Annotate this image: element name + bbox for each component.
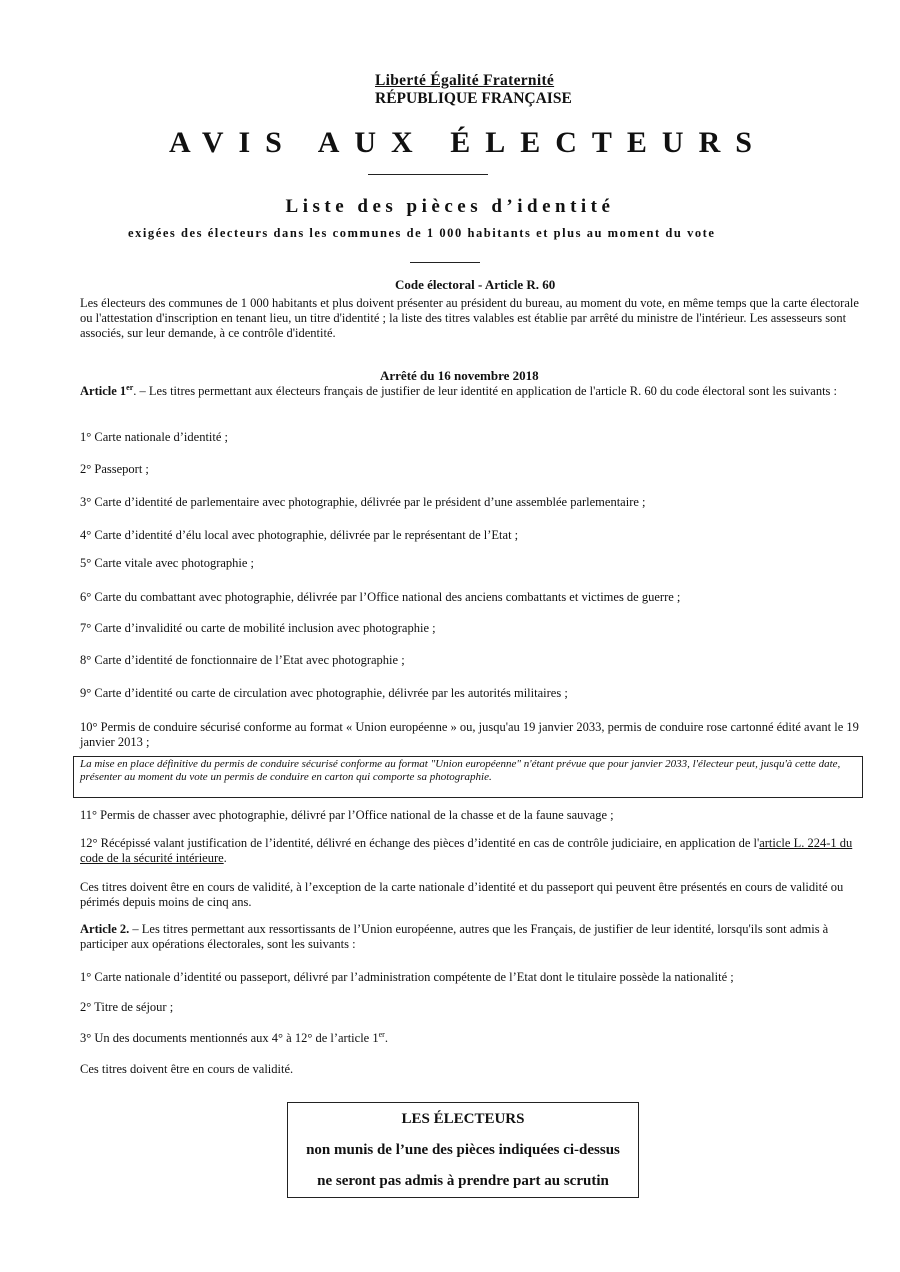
republic-header <box>375 72 572 108</box>
list-item: 10° Permis de conduire sécurisé conforme au format « Union européenne » ou, jusqu'au 19 janvier 2033, permis de conduire rose cartonné édité avant le 19 janvier 2013 ; <box>80 720 859 749</box>
warning-line: non munis de l’une des pièces indiquées ci-dessus <box>306 1142 620 1158</box>
list-item: 12° Récépissé valant justification de l’identité, délivré en échange des pièces d’identité en cas de contrôle judiciaire, en application de l'article L. 224-1 du code de la sécurité intérieure. <box>80 836 853 865</box>
list-item: 1° Carte nationale d’identité ou passeport, délivré par l’administration compétente de l’Etat dont le titulaire possède la nationalité ; <box>80 970 734 984</box>
code-heading: Code électoral - Article R. 60 <box>395 277 556 292</box>
republic-name: RÉPUBLIQUE FRANÇAISE <box>375 90 572 107</box>
article-2 <box>80 922 870 952</box>
article-1 <box>80 384 870 399</box>
subtitle: Liste des pièces d’identité <box>285 196 615 217</box>
list-item: 9° Carte d’identité ou carte de circulation avec photographie, délivrée par les autorités militaires ; <box>80 686 568 700</box>
code-text: Les électeurs des communes de 1 000 habitants et plus doivent présenter au président du bureau, au moment du vote, en même temps que la carte électorale ou l'attestation d'inscription en tenant lieu, un titre d'identité ; la liste des titres valables est établie par arrêté du ministre de l'intérieur. Les assesseurs sont associés, sur leur demande, à ce contrôle d'identité. <box>80 296 859 340</box>
list-item: 8° Carte d’identité de fonctionnaire de l’Etat avec photographie ; <box>80 653 405 667</box>
driving-licence-notice: La mise en place définitive du permis de conduire sécurisé conforme au format "Union européenne" n'étant prévue que pour janvier 2033, l'électeur peut, jusqu'à cette date, présenter au moment du vote un permis de conduire en carton qui comporte sa photographie. <box>73 756 863 798</box>
warning-line: LES ÉLECTEURS <box>401 1111 525 1127</box>
list-item: 6° Carte du combattant avec photographie, délivrée par l’Office national des anciens combattants et victimes de guerre ; <box>80 590 681 604</box>
article-l224-link[interactable]: article L. 224-1 du code de la sécurité intérieure <box>80 836 853 865</box>
article-2-text: – Les titres permettant aux ressortissants de l’Union européenne, autres que les Français, de justifier de leur identité, lorsqu'ils sont admis à participer aux opérations électorales, sont les suivants : <box>80 922 829 951</box>
motto: Liberté Égalité Fraternité <box>375 72 555 89</box>
divider <box>410 262 480 263</box>
list-item: 5° Carte vitale avec photographie ; <box>80 556 255 570</box>
warning-line: ne seront pas admis à prendre part au scrutin <box>317 1173 609 1189</box>
article-1-label: Article 1er <box>80 382 134 398</box>
list-item: 3° Carte d’identité de parlementaire avec photographie, délivrée par le président d’une assemblée parlementaire ; <box>80 495 646 509</box>
subtitle-detail: exigées des électeurs dans les communes de 1 000 habitants et plus au moment du vote <box>128 226 716 240</box>
list-item: 7° Carte d’invalidité ou carte de mobilité inclusion avec photographie ; <box>80 621 436 635</box>
warning-box <box>287 1102 639 1198</box>
arrete-heading: Arrêté du 16 novembre 2018 <box>380 368 539 383</box>
article-2-label: Article 2. <box>80 922 130 936</box>
list-item: 11° Permis de chasser avec photographie, délivré par l’Office national de la chasse et de la faune sauvage ; <box>80 808 614 822</box>
list-item: 2° Passeport ; <box>80 462 149 476</box>
list-item: 4° Carte d’identité d’élu local avec photographie, délivrée par le représentant de l’Etat ; <box>80 528 519 542</box>
validity-note: Ces titres doivent être en cours de validité. <box>80 1062 294 1076</box>
list-item: 2° Titre de séjour ; <box>80 1000 174 1014</box>
validity-note: Ces titres doivent être en cours de validité, à l’exception de la carte nationale d’identité et du passeport qui peuvent être présentés en cours de validité ou périmés depuis moins de cinq ans. <box>80 880 844 909</box>
page-title: AVIS AUX ÉLECTEURS <box>169 126 767 159</box>
divider <box>368 174 488 175</box>
list-item: 1° Carte nationale d’identité ; <box>80 430 229 444</box>
article-1-text: . – Les titres permettant aux électeurs français de justifier de leur identité en application de l'article R. 60 du code électoral sont les suivants : <box>133 384 838 398</box>
list-item: 3° Un des documents mentionnés aux 4° à 12° de l’article 1er. <box>80 1029 388 1045</box>
